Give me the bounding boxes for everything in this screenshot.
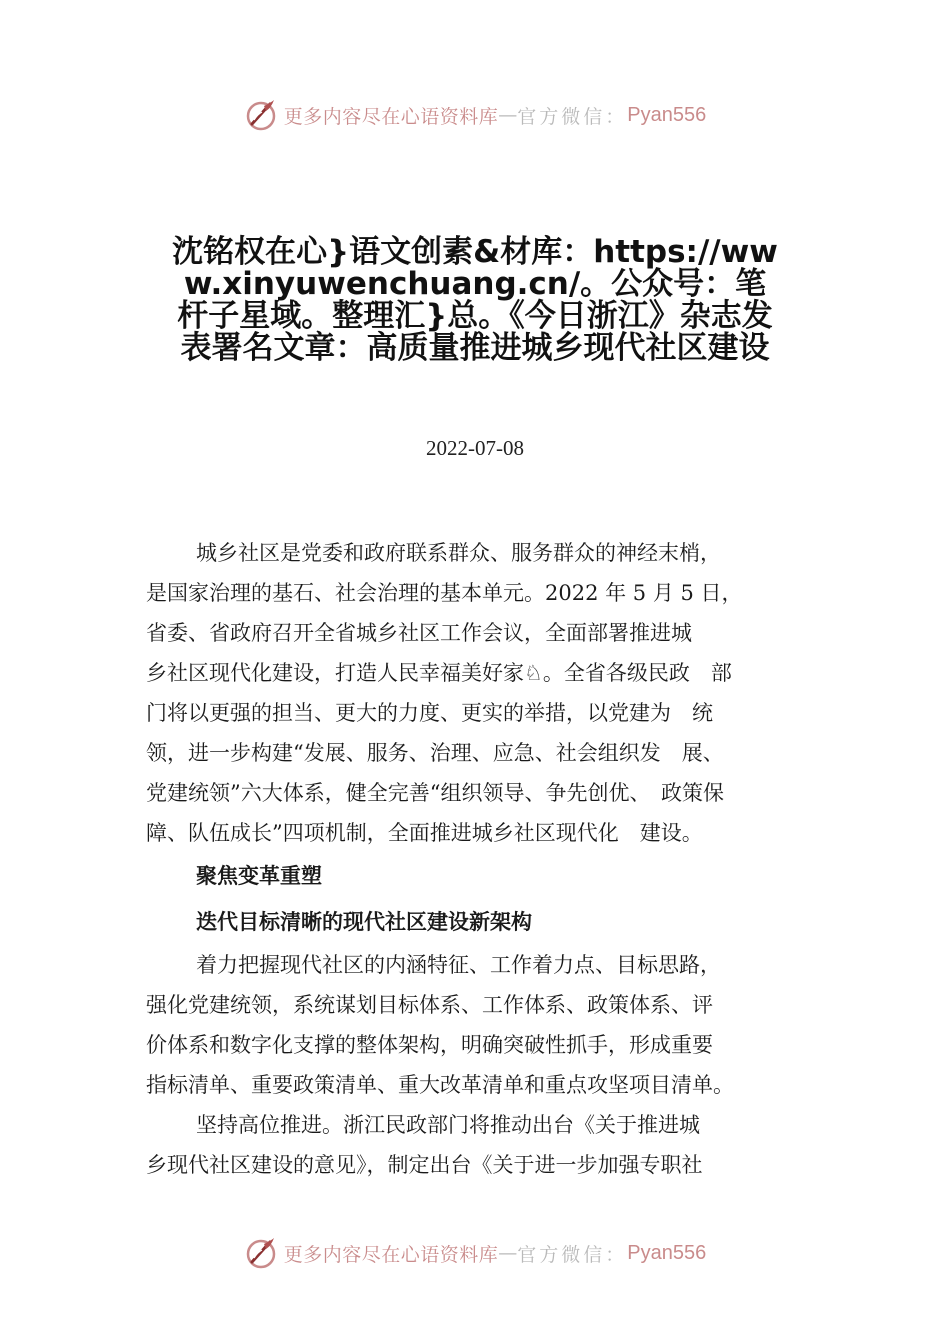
body-line: 价体系和数字化支撑的整体架构，明确突破性抓手，形成重要 [146, 1033, 713, 1057]
body-line: 是国家治理的基石、社会治理的基本单元。2022 年 5 月 5 日， [146, 581, 743, 605]
footer-watermark [0, 1233, 950, 1273]
watermark-wechat-id: Pyan556 [627, 1241, 707, 1264]
article-date: 2022-07-08 [426, 436, 524, 460]
body-line: 强化党建统领，系统谋划目标体系、工作体系、政策体系、评 [146, 993, 713, 1017]
watermark-wechat-label: 官方微信： [517, 105, 628, 128]
section-subheading: 迭代目标清晰的现代社区建设新架构 [196, 910, 532, 934]
quill-logo-icon [244, 1236, 278, 1270]
body-line: 坚持高位推进。浙江民政部门将推动出台《关于推进城 [196, 1113, 700, 1137]
watermark-brand: 更多内容尽在心语资料库 [283, 105, 499, 128]
body-line: 城乡社区是党委和政府联系群众、服务群众的神经末梢， [196, 541, 721, 565]
article-title: 沈铭权在心}语文创素&材库：https://www.xinyuwenchuang.cn/。公众号：笔杆子星域。整理汇}总。《今日浙江》杂志发表署名文章：高质量推进城乡现代社区建设 [172, 234, 778, 366]
header-watermark [0, 95, 950, 135]
watermark-brand: 更多内容尽在心语资料库 [283, 1243, 499, 1266]
quill-logo-icon [244, 98, 278, 132]
body-line: 着力把握现代社区的内涵特征、工作着力点、目标思路， [196, 953, 721, 977]
body-line: 障、队伍成长”四项机制，全面推进城乡社区现代化 建设。 [146, 821, 703, 845]
body-line: 门将以更强的担当、更大的力度、更实的举措，以党建为 统 [146, 701, 713, 725]
section-heading: 聚焦变革重塑 [196, 864, 322, 888]
watermark-separator: — [498, 1242, 518, 1264]
watermark-wechat-id: Pyan556 [627, 103, 707, 126]
watermark-wechat-label: 官方微信： [517, 1243, 628, 1266]
body-line: 领，进一步构建“发展、服务、治理、应急、社会组织发 展、 [146, 741, 724, 765]
body-line: 党建统领”六大体系，健全完善“组织领导、争先创优、 政策保 [146, 781, 724, 805]
body-line: 指标清单、重要政策清单、重大改革清单和重点攻坚项目清单。 [146, 1073, 734, 1097]
body-line: 乡现代社区建设的意见》，制定出台《关于进一步加强专职社 [146, 1153, 703, 1177]
watermark-separator: — [498, 104, 518, 126]
body-line: 省委、省政府召开全省城乡社区工作会议，全面部署推进城 [146, 621, 692, 645]
body-line: 乡社区现代化建设，打造人民幸福美好家♘。全省各级民政 部 [146, 661, 732, 685]
article-body [146, 533, 836, 1185]
